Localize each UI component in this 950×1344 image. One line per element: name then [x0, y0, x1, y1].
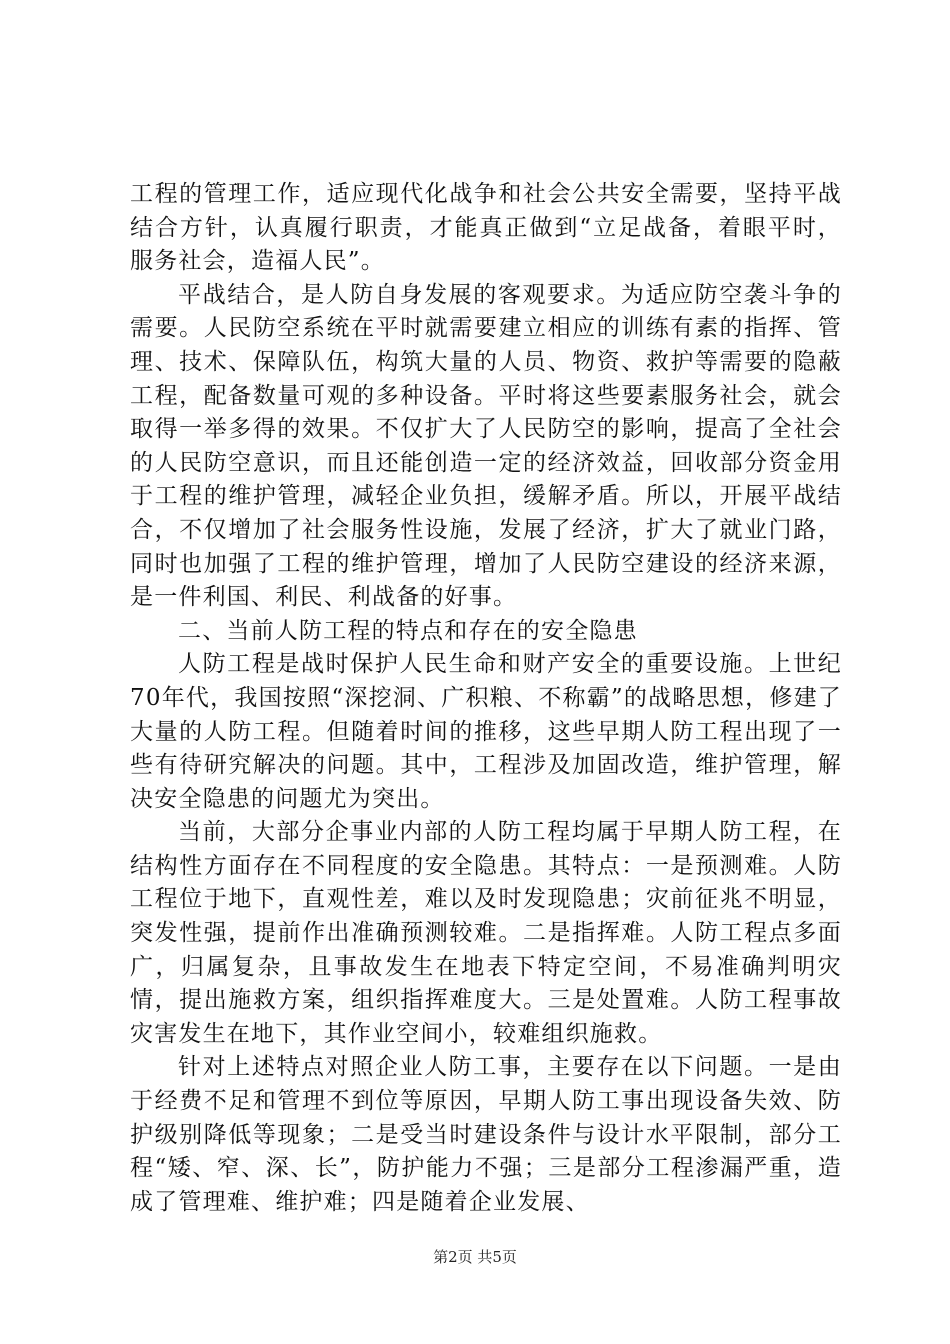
paragraph-2: 平战结合，是人防自身发展的客观要求。为适应防空袭斗争的需要。人民防空系统在平时就需要建立相应的训练有素的指挥、管理、技术、保障队伍，构筑大量的人员、物资、救护等需要的隐蔽工程，配备数量可观的多种设备。平时将这些要素服务社会，就会取得一举多得的效果。不仅扩大了人民防空的影响，提高了全社会的人民防空意识，而且还能创造一定的经济效益，回收部分资金用于工程的维护管理，减轻企业负担，缓解矛盾。所以，开展平战结合，不仅增加了社会服务性设施，发展了经济，扩大了就业门路，同时也加强了工程的维护管理，增加了人民防空建设的经济来源，是一件利国、利民、利战备的好事。: [130, 281, 842, 611]
body-text: [130, 178, 842, 1219]
paragraph-1: 工程的管理工作，适应现代化战争和社会公共安全需要，坚持平战结合方针，认真履行职责，才能真正做到“立足战备，着眼平时，服务社会，造福人民”。: [130, 181, 842, 275]
paragraph-4: 当前，大部分企事业内部的人防工程均属于早期人防工程，在结构性方面存在不同程度的安全隐患。其特点：一是预测难。人防工程位于地下，直观性差，难以及时发现隐患；灾前征兆不明显，突发性强，提前作出准确预测较难。二是指挥难。人防工程点多面广，归属复杂，且事故发生在地表下特定空间，不易准确判明灾情，提出施救方案，组织指挥难度大。三是处置难。人防工程事故灾害发生在地下，其作业空间小，较难组织施救。: [130, 819, 842, 1047]
page-number-footer: 第2页 共5页: [433, 1248, 517, 1266]
paragraph-3: 人防工程是战时保护人民生命和财产安全的重要设施。上世纪70年代，我国按照“深挖洞、广积粮、不称霸”的战略思想，修建了大量的人防工程。但随着时间的推移，这些早期人防工程出现了一些有待研究解决的问题。其中，工程涉及加固改造，维护管理，解决安全隐患的问题尤为突出。: [130, 651, 842, 812]
paragraph-5: 针对上述特点对照企业人防工事，主要存在以下问题。一是由于经费不足和管理不到位等原因，早期人防工事出现设备失效、防护级别降低等现象；二是受当时建设条件与设计水平限制，部分工程“矮、窄、深、长”，防护能力不强；三是部分工程渗漏严重，造成了管理难、维护难；四是随着企业发展、: [130, 1054, 842, 1215]
section-heading: 二、当前人防工程的特点和存在的安全隐患: [178, 617, 638, 644]
